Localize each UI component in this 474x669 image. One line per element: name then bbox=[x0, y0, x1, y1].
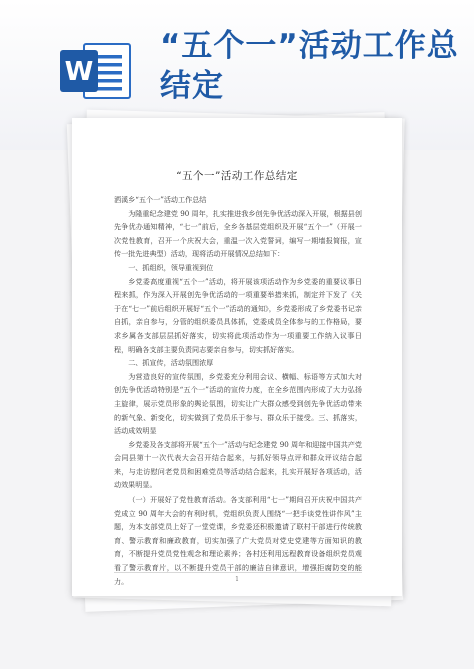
page-number: 1 bbox=[235, 576, 239, 583]
document-subtitle: 洒溪乡“五个一”活动工作总结 bbox=[114, 195, 207, 204]
word-logo-letter: W bbox=[64, 57, 94, 87]
section-heading: 二、抓宣传，活动氛围浓厚 bbox=[128, 358, 214, 368]
paragraph: 为营造良好的宣传氛围，乡党委充分利用会议、横幅、标语等方式加大对创先争优活动特别是“五个一”活动的宣传力度，在全乡范围内形成了大力弘扬主旋律，展示党员形象的舆论氛围，切实让广大群众感受到创先争优活动带来的新气象、新变化，切实做到了党员乐于参与、群众乐于接受。三、抓落实，活动成效明显 bbox=[114, 371, 362, 436]
paragraph: （一）开展好了党性教育活动。各支部利用“七一”期间召开庆祝中国共产党成立 90 周年大会的有利时机，党组织负责人围绕“一把手谈党性讲作风”主题，为本支部党员上好了一堂党课，乡党委还积极邀请了联村干部进行传统教育、警示教育和廉政教育，切实加强了广大党员对党史党建等方面知识的教育，不断提升党员党性观念和理论素养；各村还利用远程教育设备组织党员观看了警示教育片，以不断提升党员干部的廉洁自律意识，增强拒腐防变的能力。 bbox=[114, 495, 362, 586]
word-document-icon bbox=[58, 38, 134, 104]
document-heading: “五个一”活动工作总结定 bbox=[160, 28, 459, 104]
document-page bbox=[72, 118, 402, 596]
page-title: “五个一”活动工作总结定 bbox=[176, 170, 298, 182]
paragraph: 乡党委及各支部将开展“五个一”活动与纪念建党 90 周年和迎接中国共产党会同县第十一次代表大会召开结合起来，与抓好领导点评和群众评议结合起来，与走访慰问老党员和困难党员等活动结合起来，扎实开展好各项活动，活动效果明显。 bbox=[114, 439, 362, 490]
document-body bbox=[114, 193, 362, 588]
footer-divider bbox=[114, 572, 362, 573]
section-heading: 一、抓组织，领导重视到位 bbox=[128, 262, 214, 272]
paragraph: 为隆重纪念建党 90 周年，扎实推进我乡创先争优活动深入开展，根据县创先争优办通知精神，“七一”前后，全乡各基层党组织及开展“五个一”（开展一次党性教育，召开一个庆祝大会，重温一次入党誓词，编写一期墙报简报，宣传一批先进典型）活动，现将活动开展情况总结如下： bbox=[114, 208, 362, 259]
paragraph: 乡党委高度重视“五个一”活动，将开展该项活动作为乡党委的重要议事日程来抓，作为深入开展创先争优活动的一项重要举措来抓，制定并下发了《关于在“七一”前后组织开展好“五个一”活动的通知》，乡党委形成了乡党委书记亲自抓，亲自参与，分管的组织委员具体抓，党委成员全体参与的工作格局，要求乡属各支部层层抓好落实，切实将此项活动作为一项重要工作纳入议事日程，明确各支部主要负责同志要亲自参与，切实抓好落实。 bbox=[114, 276, 362, 354]
